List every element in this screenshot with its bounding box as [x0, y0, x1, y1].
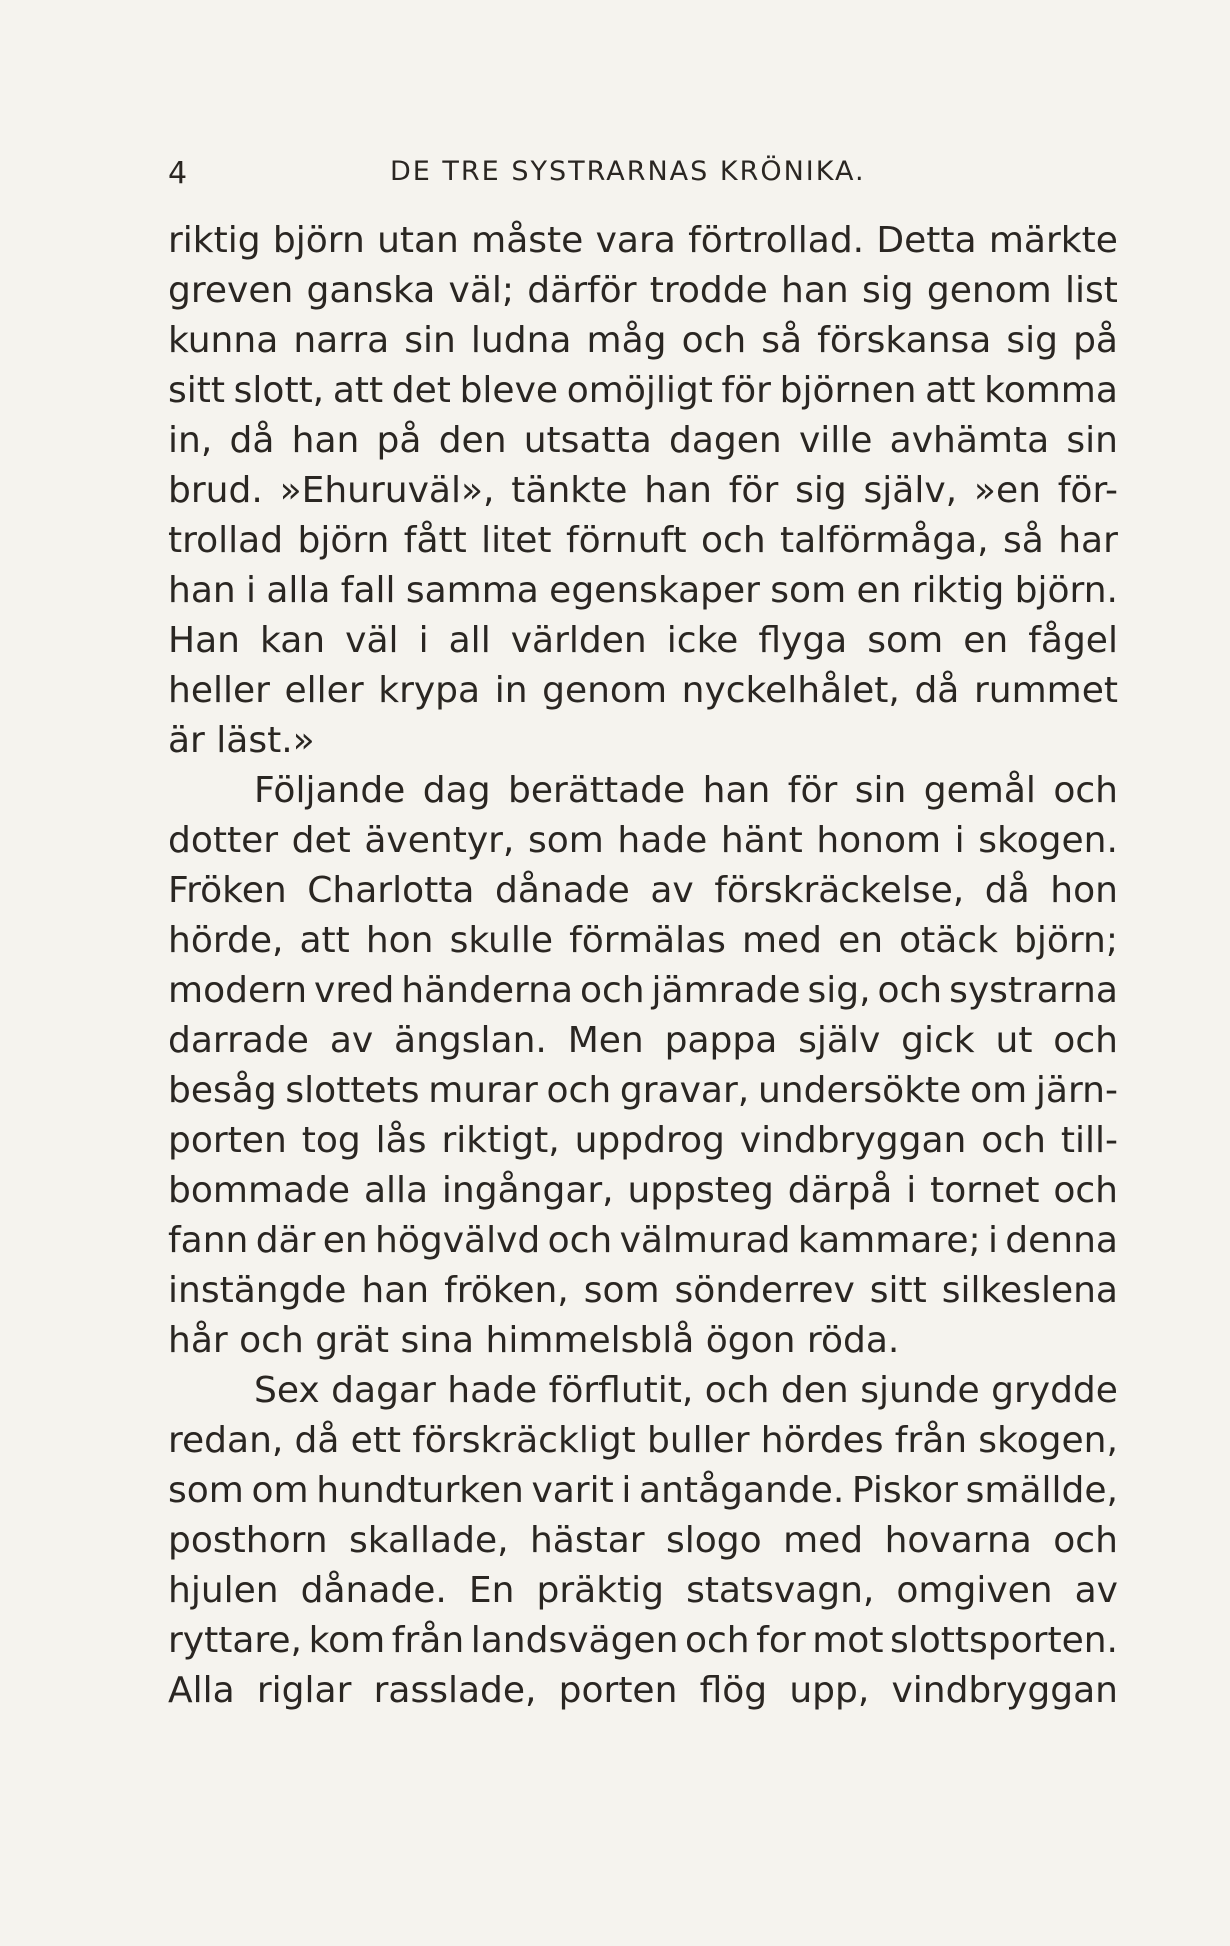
text-line: hjulen dånade. En präktig statsvagn, omgiven av	[168, 1570, 1118, 1611]
text-line: greven ganska väl; därför trodde han sig genom list	[168, 270, 1118, 311]
text-line: han i alla fall samma egenskaper som en riktig björn.	[168, 570, 1118, 611]
text-line: porten tog lås riktigt, uppdrog vindbryggan och till-	[168, 1120, 1118, 1161]
text-line: posthorn skallade, hästar slogo med hovarna och	[168, 1520, 1118, 1561]
text-line: darrade av ängslan. Men pappa själv gick ut och	[168, 1020, 1118, 1061]
text-line: fann där en högvälvd och välmurad kammare; i denna	[168, 1220, 1118, 1261]
text-line: Fröken Charlotta dånade av förskräckelse, då hon	[168, 870, 1118, 911]
text-line: in, då han på den utsatta dagen ville avhämta sin	[168, 420, 1118, 461]
body-text	[168, 216, 1118, 1716]
text-line: är läst.»	[168, 720, 315, 761]
text-line: ryttare, kom från landsvägen och for mot slottsporten.	[168, 1620, 1118, 1661]
text-line: brud. »Ehuruväl», tänkte han för sig själv, »en för-	[168, 470, 1118, 511]
page-number: 4	[168, 156, 190, 191]
text-line: hörde, att hon skulle förmälas med en otäck björn;	[168, 920, 1118, 961]
text-line: Följande dag berättade han för sin gemål och	[254, 770, 1118, 811]
text-line: hår och grät sina himmelsblå ögon röda.	[168, 1320, 900, 1361]
running-head	[168, 150, 1168, 196]
text-line: trollad björn fått litet förnuft och talförmåga, så har	[168, 520, 1118, 561]
running-title: DE TRE SYSTRARNAS KRÖNIKA.	[390, 156, 866, 187]
text-line: Alla riglar rasslade, porten flög upp, vindbryggan	[168, 1670, 1118, 1711]
text-line: modern vred händerna och jämrade sig, och systrarna	[168, 970, 1118, 1011]
text-line: heller eller krypa in genom nyckelhålet, då rummet	[168, 670, 1118, 711]
text-line: besåg slottets murar och gravar, undersökte om järn-	[168, 1070, 1118, 1111]
text-line: kunna narra sin ludna måg och så förskansa sig på	[168, 320, 1118, 361]
text-line: som om hundturken varit i antågande. Piskor smällde,	[168, 1470, 1118, 1511]
text-line: redan, då ett förskräckligt buller hördes från skogen,	[168, 1420, 1118, 1461]
text-line: riktig björn utan måste vara förtrollad. Detta märkte	[168, 220, 1118, 261]
text-line: sitt slott, att det bleve omöjligt för björnen att komma	[168, 370, 1118, 411]
text-line: Han kan väl i all världen icke flyga som en fågel	[168, 620, 1118, 661]
text-line: instängde han fröken, som sönderrev sitt silkeslena	[168, 1270, 1118, 1311]
text-line: bommade alla ingångar, uppsteg därpå i tornet och	[168, 1170, 1118, 1211]
text-line: Sex dagar hade förflutit, och den sjunde grydde	[254, 1370, 1118, 1411]
text-line: dotter det äventyr, som hade hänt honom i skogen.	[168, 820, 1118, 861]
